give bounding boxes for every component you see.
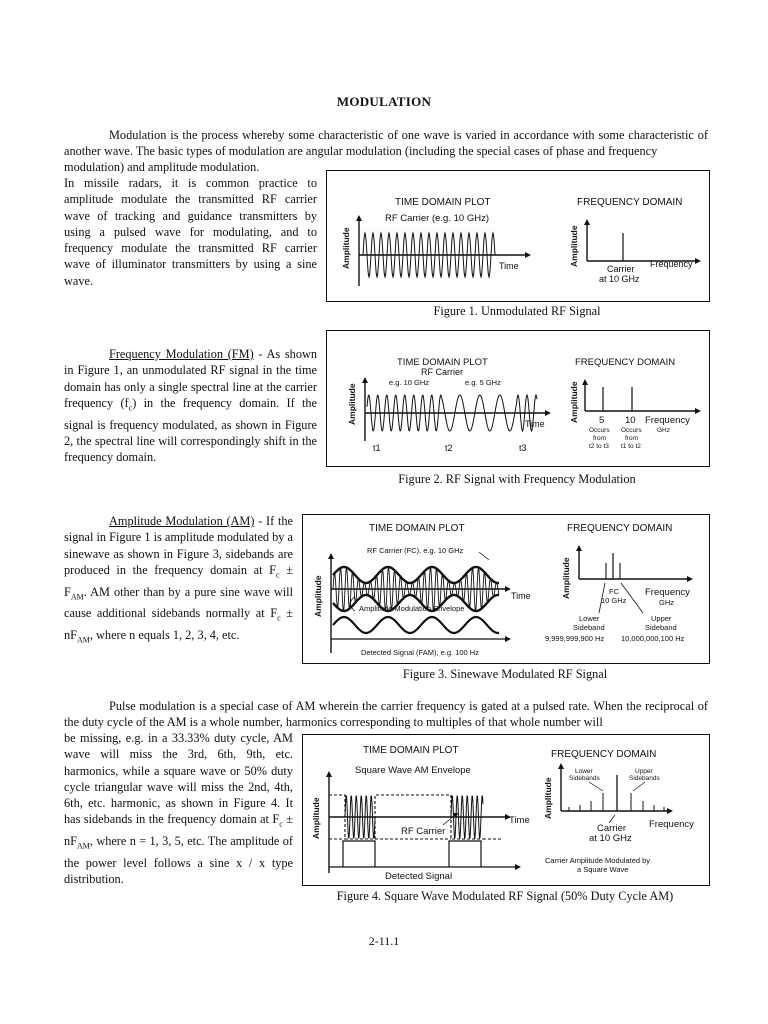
f2-val5: 5 [599,415,605,426]
figure-1-diagram [327,171,709,301]
am-text-c: . AM other than by a pure sine wave will cause additional sidebands normally at F [64,584,293,621]
am-sub4: AM [77,635,90,645]
pulse-sub1: c [279,819,283,829]
am-text-d: ± nF [64,606,293,643]
f4-time-label: Time [509,815,530,826]
figure-1 [326,170,710,302]
f2-carrier-label: RF Carrier [421,367,463,377]
page-title: MODULATION [336,94,432,109]
f1-frequency-label: Frequency [650,259,693,269]
f1-carrier-label2: Carrier [607,264,635,274]
figure-4-diagram [303,735,709,885]
fm-text-b: ) in the frequency domain. If the signal is frequency modulated, as shown in Figure 2, the spectral line will correspondingly shift in the frequency domain. [64,395,318,465]
figure-3-caption: Figure 3. Sinewave Modulated RF Signal [402,667,608,681]
f2-occurs-b: Occurs [621,427,642,434]
f2-ghz: GHz [657,427,670,434]
f2-freq-amplitude-label: Amplitude [569,381,579,423]
f2-occurs-a: Occurs [589,427,610,434]
f2-t2: t2 [445,443,453,453]
f3-time-label: Time [511,591,531,601]
f2-from-a: from [593,435,606,442]
f3-frequency-label: Frequency [645,587,690,598]
figure-4-caption: Figure 4. Square Wave Modulated RF Signal (50% Duty Cycle AM) [336,889,674,903]
am-heading: Amplitude Modulation (AM) [109,514,255,528]
f2-t3: t3 [519,443,527,453]
f1-time-title: TIME DOMAIN PLOT [395,197,491,208]
f2-from-b: from [625,435,638,442]
f1-amplitude-label: Amplitude [341,227,351,269]
f4-note-line1: Carrier Amplitude Modulated by [545,856,651,865]
f3-detected-label: Detected Signal (FAM), e.g. 100 Hz [361,648,479,657]
f4-detected-label: Detected Signal [385,871,453,882]
f3-upper: Upper [651,614,672,623]
f1-carrier-freq: at 10 GHz [599,274,640,284]
f4-detected-signal [343,841,481,867]
figure-2 [326,330,710,467]
f3-amplitude-label: Amplitude [313,575,323,617]
f4-freq-amplitude-label: Amplitude [543,777,553,819]
f4-upper: Upper [635,768,653,775]
f3-time-title: TIME DOMAIN PLOT [369,523,465,534]
f2-freq-title: FREQUENCY DOMAIN [575,357,676,368]
am-sub1: c [276,570,280,580]
f2-val10: 10 [625,415,636,426]
am-paragraph [64,513,293,649]
pulse-wrap-text [64,730,293,888]
f3-upper-hz: 10,000,000,100 Hz [621,634,685,643]
f4-envelope-label: Square Wave AM Envelope [355,765,471,776]
f1-carrier-label: RF Carrier (e.g. 10 GHz) [385,213,489,224]
intro-paragraph [64,127,708,160]
am-text-e: , where n equals 1, 2, 3, 4, etc. [89,628,240,643]
pulse-paragraph [64,698,708,731]
am-text-b: ± F [64,562,293,599]
f2-t1: t1 [373,443,381,453]
pulse-text-b: ± nF [64,812,293,849]
f4-lower-sidebands: Sidebands [569,775,600,782]
f3-freq-amplitude-label: Amplitude [561,557,571,599]
f2-time-title: TIME DOMAIN PLOT [397,357,488,368]
f4-frequency-label: Frequency [649,819,694,830]
intro-line3: modulation) and amplitude modulation. [64,160,260,174]
intro-text: Modulation is the process whereby some characteristic of one wave is varied in accordance with some characteristic of another wave. The basic types of modulation are angular modulation (including the special cases of phase and frequency [64,128,708,159]
f4-carrier-freq: at 10 GHz [589,833,632,844]
f3-freq-title: FREQUENCY DOMAIN [567,523,673,534]
f4-lower: Lower [575,768,593,775]
figure-2-diagram [327,331,709,466]
f3-ghz: GHz [659,598,674,607]
figure-4 [302,734,710,886]
f4-note-line2: a Square Wave [577,865,629,874]
f3-fc-val: 10 GHz [601,596,627,605]
f3-detected-signal [333,617,499,633]
f3-carrier-label: RF Carrier (FC), e.g. 10 GHz [367,546,464,555]
am-text-a: - If the signal in Figure 1 is amplitude modulated by a sinewave as shown in Figure 3, sidebands are produced in the frequency domain at F [64,514,293,577]
f3-fc: FC [609,587,619,596]
figure-2-caption: Figure 2. RF Signal with Frequency Modulation [398,472,636,486]
f3-lower: Lower [579,614,600,623]
f4-amplitude-label: Amplitude [311,797,321,839]
f4-upper-sidebands: Sidebands [629,775,660,782]
figure-3-diagram [303,515,709,663]
f2-amplitude-label: Amplitude [347,383,357,425]
f2-t2t3: t2 to t3 [589,443,609,450]
f3-lower-sideband: Sideband [573,623,605,632]
f1-freq-amplitude-label: Amplitude [569,225,579,267]
f1-time-label: Time [499,261,519,271]
intro-wrap-text: In missile radars, it is common practice to amplitude modulate the transmitted RF carrier wave of tracking and guidance transmitters by using a pulsed wave for modulating, and to frequency modulate the transmitted RF carrier wave of illuminator transmitters by using a sine wave. [64,176,317,288]
fm-paragraph [64,346,317,466]
f4-rf-carrier-label: RF Carrier [401,826,446,837]
f4-time-title: TIME DOMAIN PLOT [363,745,459,756]
f4-carrier-label: Carrier [597,823,627,834]
am-sub2: AM [70,592,84,602]
am-sub3: c [277,613,281,623]
fm-sub: c [128,403,133,413]
page-number: 2-11.1 [368,934,400,948]
pulse-text-c: , where n = 1, 3, 5, etc. The amplitude of the power level follows a sine x / x type distribution. [64,834,293,887]
f3-envelope-label: Amplitude Modulation Envelope [359,604,465,613]
f3-upper-sideband: Sideband [645,623,677,632]
f1-freq-title: FREQUENCY DOMAIN [577,197,683,208]
pulse-text-line1: Pulse modulation is a special case of AM wherein the carrier frequency is gated at a pulsed rate. When the reciprocal of the duty cycle of the AM is a whole number, harmonics corresponding to multiples of that whole number will [64,699,708,730]
figure-1-caption: Figure 1. Unmodulated RF Signal [433,304,601,318]
figure-3 [302,514,710,664]
pulse-text-a: be missing, e.g. in a 33.33% duty cycle, AM wave will miss the 3rd, 6th, 9th, etc. harmonics, while a square wave or 50% duty cycle triangular wave will miss the 2nd, 4th, 6th, etc. harmonic, as shown in Figure 4. It has sidebands in the frequency domain at F [64,731,293,827]
pulse-sub2: AM [77,841,90,851]
f4-freq-title: FREQUENCY DOMAIN [551,749,657,760]
fm-text-a: - As shown in Figure 1, an unmodulated RF signal in the time domain has only a single spectral line at the carrier frequency (f [64,347,317,410]
f2-eg10: e.g. 10 GHz [389,378,430,387]
f2-time-label: Time [525,419,545,429]
fm-heading: Frequency Modulation (FM) [109,347,254,361]
f4-rf-burst-1 [345,796,375,838]
f2-frequency-label: Frequency [645,415,690,426]
f3-lower-hz: 9,999,999,900 Hz [545,634,605,643]
f2-t1t2: t1 to t2 [621,443,641,450]
f2-eg5: e.g. 5 GHz [465,378,501,387]
